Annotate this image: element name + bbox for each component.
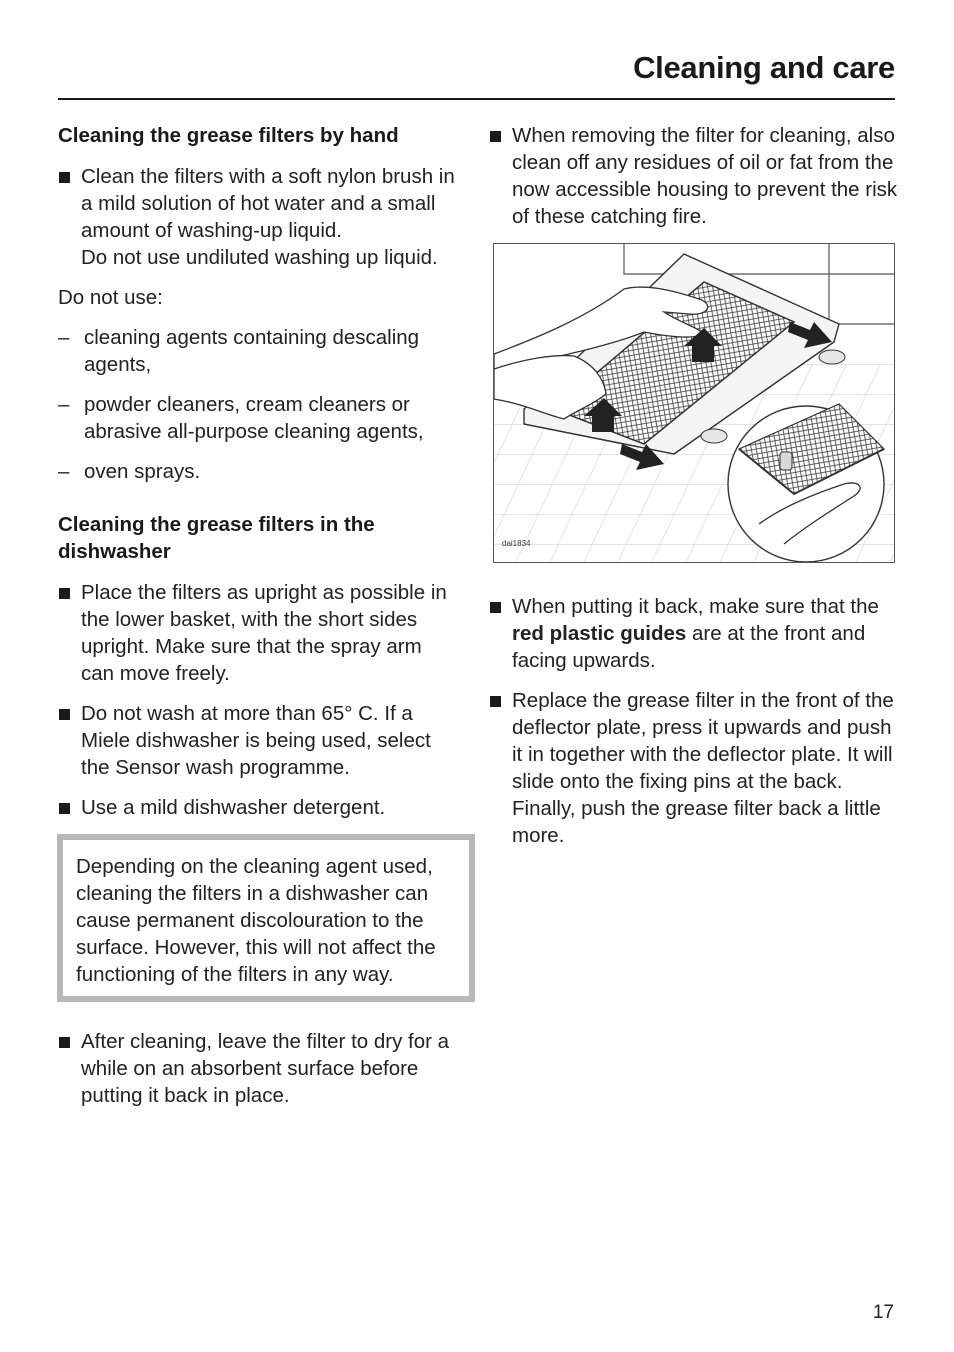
do-not-use-label: Do not use: <box>58 286 163 309</box>
bullet-removing-filter <box>489 122 899 230</box>
heading-cleaning-in-dishwasher: Cleaning the grease filters in the dishwasher <box>58 513 375 563</box>
bullet-square-icon <box>59 803 70 814</box>
bullet-text: When removing the filter for cleaning, also clean off any residues of oil or fat from the now accessible housing to prevent the risk of these catching fire. <box>512 124 898 228</box>
dash-item <box>58 324 458 378</box>
bullet-clean-filters <box>58 163 458 271</box>
fixing-knob <box>819 350 845 364</box>
note-box <box>57 834 475 1002</box>
bullet-detergent <box>58 794 458 821</box>
bullet-text: Do not use undiluted washing up liquid. <box>81 246 438 269</box>
bullet-square-icon <box>490 696 501 707</box>
note-text: Depending on the cleaning agent used, cleaning the filters in a dishwasher can cause permanent discolouration to the surface. However, this will not affect the functioning of the filters in any way. <box>76 855 436 986</box>
filter-removal-illustration <box>493 243 895 563</box>
bullet-putting-back <box>489 593 899 674</box>
dash-item <box>58 391 458 445</box>
bullet-text-post: are at the front and facing upwards. <box>512 622 866 672</box>
bullet-text-bold: red plastic guides <box>512 622 687 645</box>
page-number: 17 <box>872 1302 894 1323</box>
left-column <box>58 122 458 1122</box>
bullet-wash-temperature <box>58 700 458 781</box>
dash-marker: – <box>58 393 70 416</box>
dash-marker: – <box>58 326 70 349</box>
bullet-text: Use a mild dishwasher detergent. <box>81 796 386 819</box>
bullet-replace-filter <box>489 687 899 849</box>
red-plastic-guide <box>780 452 792 470</box>
heading-cleaning-by-hand: Cleaning the grease filters by hand <box>58 124 399 147</box>
bullet-text: Do not wash at more than 65° C. If a Miele dishwasher is being used, select the Sensor wash programme. <box>81 702 431 779</box>
bullet-square-icon <box>490 602 501 613</box>
bullet-text: Place the filters as upright as possible in the lower basket, with the short sides upright. Make sure that the spray arm can move freely. <box>81 581 447 685</box>
dash-text: powder cleaners, cream cleaners or abrasive all-purpose cleaning agents, <box>84 393 424 443</box>
bullet-text: Replace the grease filter in the front of the deflector plate, press it upwards and push it in together with the deflector plate. It will slide onto the fixing pins at the back. Finally, push the grease filter back a little more. <box>512 689 894 847</box>
fixing-knob <box>701 429 727 443</box>
header-rule <box>58 98 895 100</box>
dash-marker: – <box>58 460 70 483</box>
bullet-square-icon <box>59 709 70 720</box>
bullet-text: After cleaning, leave the filter to dry for a while on an absorbent surface before putting it back in place. <box>81 1030 450 1107</box>
bullet-text: Clean the filters with a soft nylon brush in a mild solution of hot water and a small amount of washing-up liquid. <box>81 165 455 242</box>
page-title: Cleaning and care <box>633 50 895 85</box>
bullet-square-icon <box>59 172 70 183</box>
right-column <box>489 122 899 862</box>
dash-item <box>58 458 458 485</box>
bullet-text-pre: When putting it back, make sure that the <box>512 595 879 618</box>
bullet-place-filters <box>58 579 458 687</box>
bullet-square-icon <box>59 588 70 599</box>
bullet-square-icon <box>59 1037 70 1048</box>
bullet-after-cleaning <box>58 1028 458 1109</box>
illustration-drawing <box>494 244 894 562</box>
bullet-square-icon <box>490 131 501 142</box>
dash-text: cleaning agents containing descaling agents, <box>84 326 420 376</box>
figure-label: dai1834 <box>502 539 531 548</box>
dash-text: oven sprays. <box>84 460 201 483</box>
